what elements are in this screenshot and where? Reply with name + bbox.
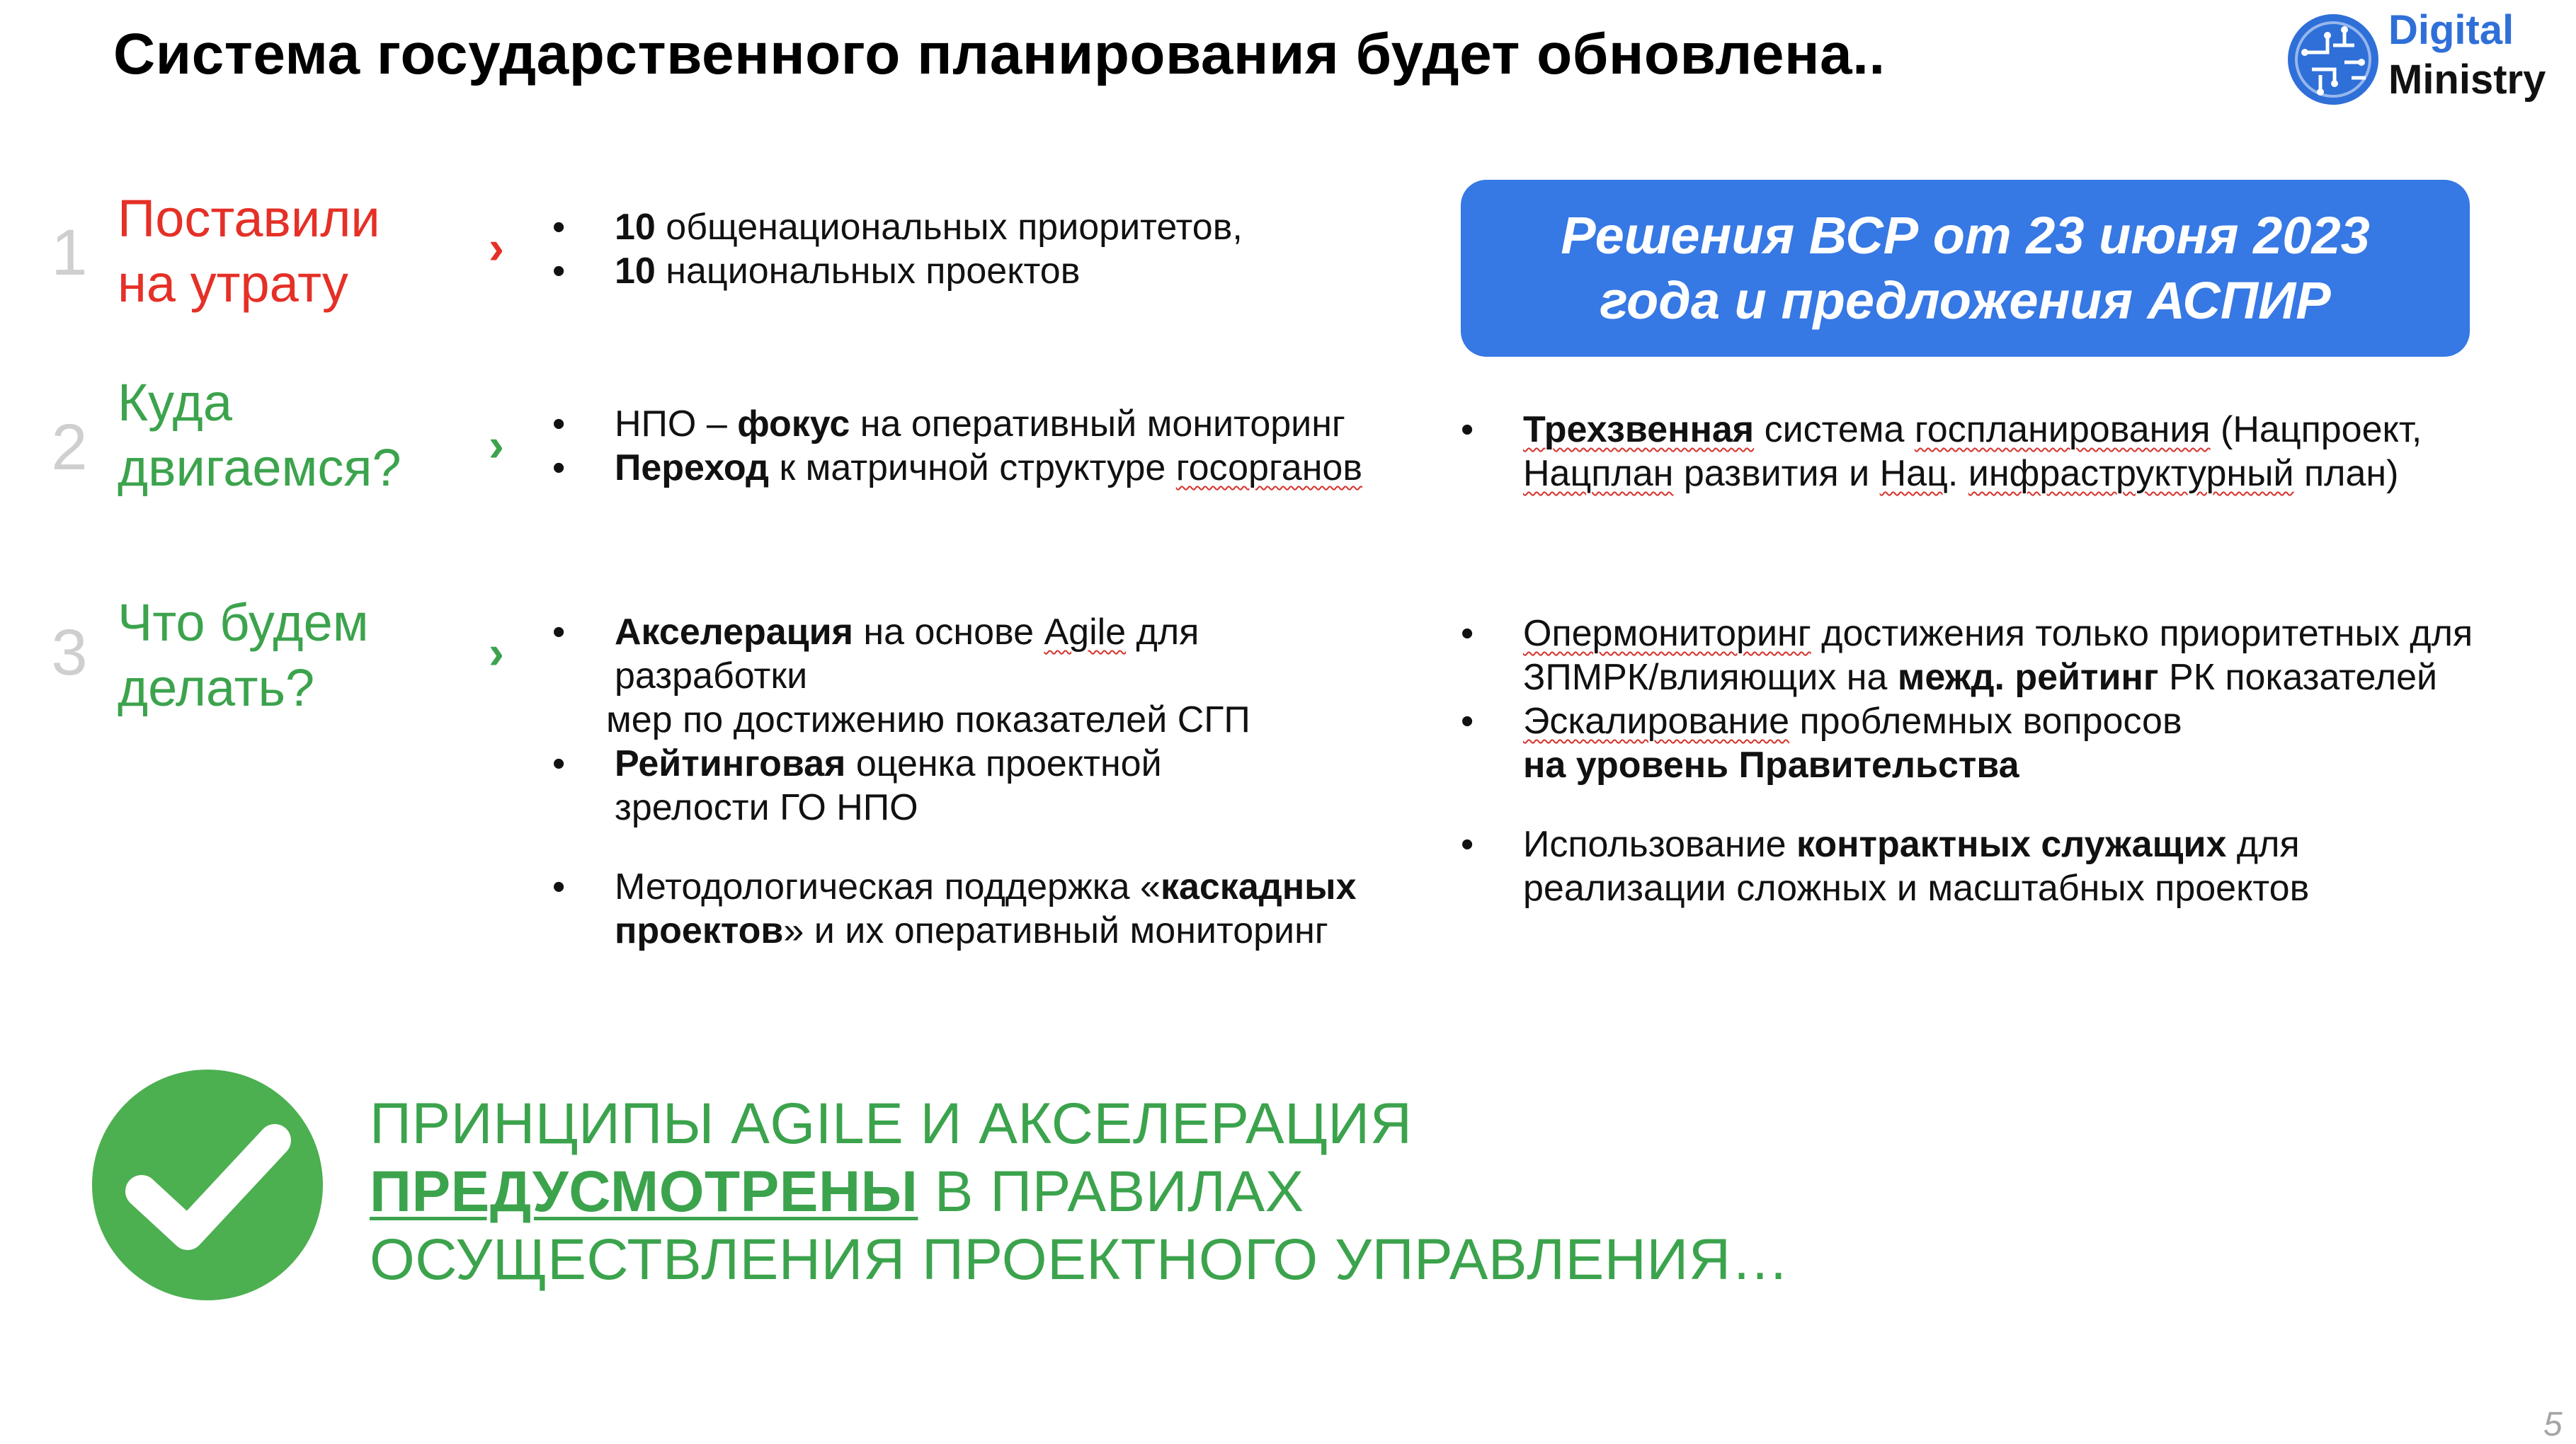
list-item: • Акселерация на основе Agile для разработки — [552, 610, 1294, 698]
row-2-right-list — [1461, 408, 2523, 495]
list-item: • Переход к матричной структуре госорганов — [552, 446, 1430, 490]
page-number: 5 — [2543, 1406, 2563, 1443]
row-heading-1: Поставили на утрату — [118, 189, 380, 313]
list-item: • Использование контрактных служащих для реализации сложных и масштабных проектов — [1461, 823, 2480, 910]
row-3-left-list — [552, 610, 1416, 953]
row-3-right-list — [1461, 612, 2480, 910]
logo-text-ministry: Ministry — [2388, 57, 2546, 103]
decision-box — [1461, 180, 2470, 357]
list-item: • Эскалирование проблемных вопросов на уровень Правительства — [1461, 699, 2480, 787]
checkmark-circle-icon — [92, 1070, 323, 1304]
principle-line-2: ПРЕДУСМОТРЕНЫ В ПРАВИЛАХ — [370, 1159, 1304, 1224]
row-number-2: 2 — [51, 411, 88, 483]
list-item-continuation: мер по достижению показателей СГП — [606, 699, 1250, 740]
row-heading-3: Что будем делать? — [118, 593, 369, 717]
principle-line-1: ПРИНЦИПЫ AGILE И АКСЕЛЕРАЦИЯ — [370, 1091, 1413, 1156]
list-item: • Методологическая поддержка «каскадных проектов» и их оперативный мониторинг — [552, 865, 1422, 953]
row-1-left-list — [552, 205, 1388, 293]
globe-circuit-icon — [2284, 10, 2383, 109]
chevron-right-icon: › — [489, 418, 504, 471]
page-title: Система государственного планирования будет обновлена.. — [113, 22, 1886, 86]
row-number-3: 3 — [51, 617, 88, 689]
logo-text-digital: Digital — [2388, 7, 2514, 53]
list-item: • Трехзвенная система госпланирования (Нацпроект, Нацплан развития и Нац. инфраструктурный план) — [1461, 408, 2523, 495]
chevron-right-icon: › — [489, 626, 504, 678]
list-item: • Опермониторинг достижения только приоритетных для ЗПМРК/влияющих на межд. рейтинг РК показателей — [1461, 612, 2480, 699]
list-item: • НПО – фокус на оперативный мониторинг — [552, 402, 1430, 446]
row-heading-2: Куда двигаемся? — [118, 373, 401, 497]
list-item: • 10 национальных проектов — [552, 249, 1388, 293]
principle-line-3: ОСУЩЕСТВЛЕНИЯ ПРОЕКТНОГО УПРАВЛЕНИЯ… — [370, 1227, 1790, 1292]
decision-box-line-2: года и предложения АСПИР — [1600, 271, 2331, 330]
row-2-left-list — [552, 402, 1430, 490]
list-item: • Рейтинговая оценка проектной зрелости ГО НПО — [552, 742, 1252, 830]
digital-ministry-logo — [2284, 7, 2567, 116]
principle-statement — [370, 1090, 1789, 1294]
decision-box-line-1: Решения ВСР от 23 июня 2023 — [1561, 206, 2370, 265]
list-item: • 10 общенациональных приоритетов, — [552, 205, 1388, 249]
row-number-1: 1 — [51, 217, 88, 289]
chevron-right-icon: › — [489, 221, 504, 273]
